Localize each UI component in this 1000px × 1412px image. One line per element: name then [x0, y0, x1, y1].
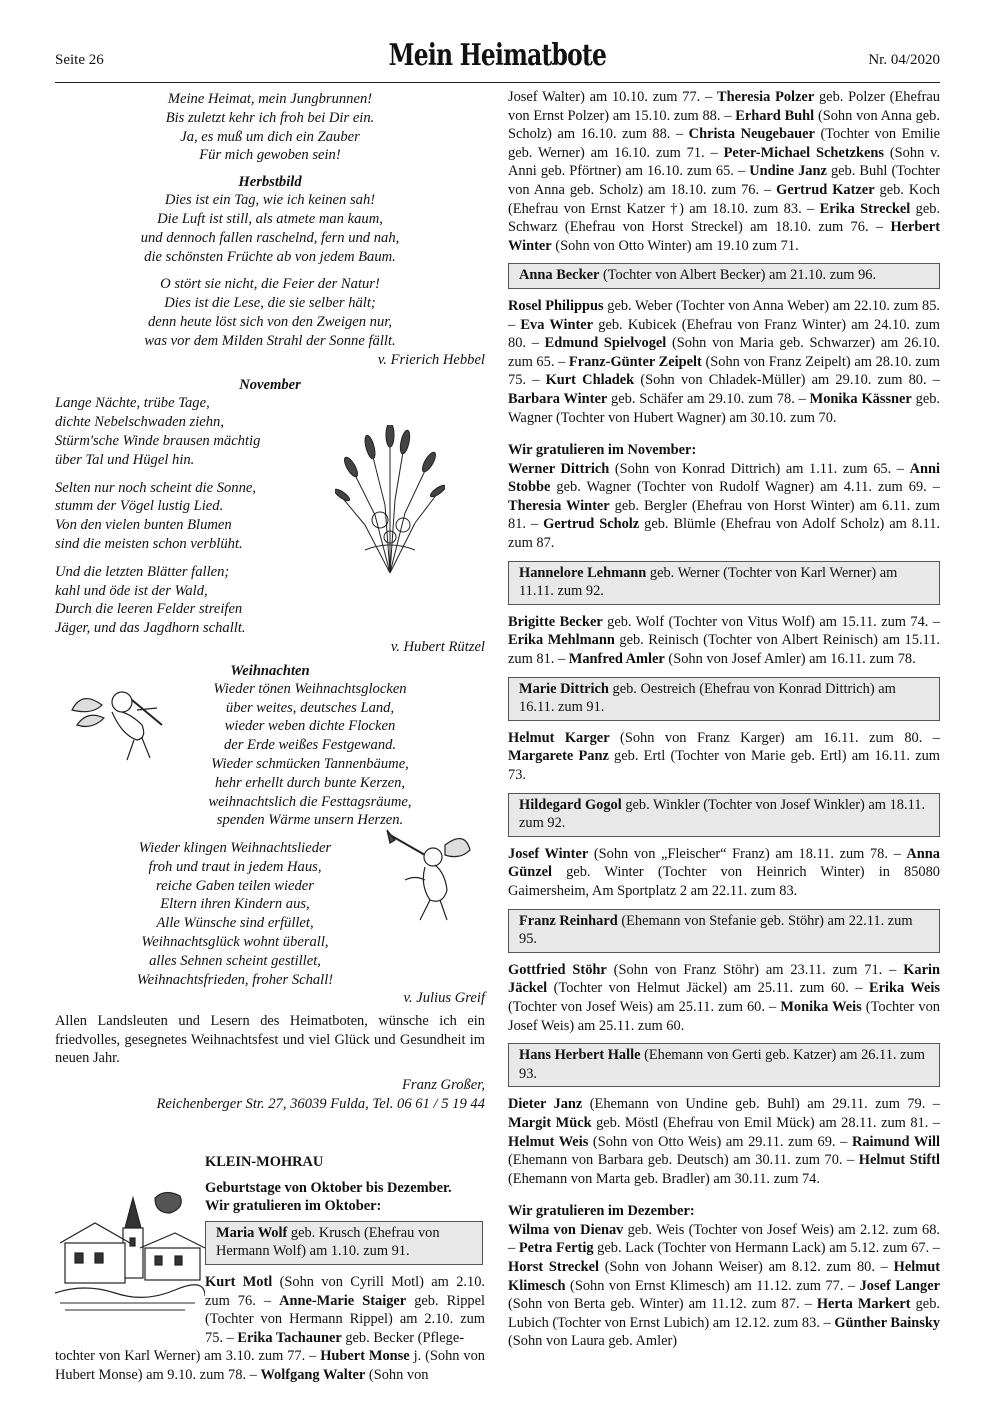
poem-line: wieder weben dichte Flocken	[224, 718, 396, 735]
poem-line: spenden Wärme unsern Herzen.	[216, 812, 404, 829]
poem-line: Durch die leeren Felder streifen	[55, 601, 243, 618]
poem-line: reiche Gaben teilen wieder	[156, 877, 314, 894]
poem-line: Dies ist ein Tag, wie ich keinen sah!	[164, 192, 376, 209]
poem-line: Ja, es muß um dich ein Zauber	[180, 128, 360, 145]
signature-name: Franz Großer,	[402, 1077, 485, 1094]
birthday-paragraph: Brigitte Becker geb. Wolf (Tochter von Vitus Wolf) am 15.11. zum 74. – Erika Mehlmann geb. Reinisch (Tochter von Albert Reinisch) am 15.11. zum 81. – Manfred Amler (Sohn von Josef Amler) am 16.11. zum 78.	[508, 613, 941, 668]
birthday-paragraph: Rosel Philippus geb. Weber (Tochter von Anna Weber) am 22.10. zum 85. – Eva Winter geb. Kubicek (Ehefrau von Franz Winter) am 24.10. zum 80. – Edmund Spielvogel (Sohn von Maria geb. Schwarzer) am 26.10. zum 65. – Franz-Günter Zeipelt (Sohn von Franz Zeipelt) am 28.10. zum 75. – Kurt Chladek (Sohn von Chladek-Müller) am 29.10. zum 80. – Barbara Winter geb. Schäfer am 29.10. zum 78. – Monika Kässner geb. Wagner (Tochter von Hubert Wagner) am 30.10. zum 70.	[508, 297, 941, 426]
section-subhead: Wir gratulieren im Oktober:	[205, 1198, 382, 1215]
poem-line: sind die meisten schon verblüht.	[55, 535, 243, 552]
masthead-title: Mein Heimatbote	[388, 38, 607, 73]
poem-line: Wieder tönen Weihnachtsglocken	[213, 680, 407, 697]
birthday-highlight: Maria Wolf geb. Krusch (Ehefrau von Hermann Wolf) am 1.10. zum 91.	[205, 1221, 483, 1265]
section-subhead: Geburtstage von Oktober bis Dezember.	[205, 1179, 452, 1196]
month-subhead: Wir gratulieren im November:	[508, 442, 697, 459]
poem-line: Stürm'sche Winde brausen mächtig	[55, 432, 261, 449]
page-number: Seite 26	[55, 52, 104, 68]
poem-title-weihnachten: Weihnachten	[230, 662, 310, 679]
poem-line: stumm der Vögel lustig Lied.	[55, 498, 224, 515]
poem-line: weihnachtslich die Festtagsräume,	[208, 793, 412, 810]
poem-line: über weites, deutsches Land,	[225, 699, 395, 716]
poem-title-november: November	[239, 377, 301, 394]
poem-line: alles Sehnen scheint gestillet,	[149, 952, 321, 969]
poem-line: Die Luft ist still, als atmete man kaum,	[157, 210, 383, 227]
birthday-paragraph: Kurt Motl (Sohn von Cyrill Motl) am 2.10. zum 76. – Anne-Marie Staiger geb. Rippel (Tochter von Hermann Rippel) am 2.10. zum 75. – Erika Tachauner geb. Becker (Pflege-	[205, 1274, 485, 1346]
poem-line: Eltern ihren Kindern aus,	[160, 896, 310, 913]
poem-herbstbild-stanza	[55, 191, 485, 266]
section-title: KLEIN-MOHRAU	[205, 1153, 324, 1170]
birthday-paragraph: Werner Dittrich (Sohn von Konrad Dittrich) am 1.11. zum 65. – Anni Stobbe geb. Wagner (Tochter von Rudolf Wagner) am 4.11. zum 69. – Theresia Winter geb. Bergler (Ehefrau von Horst Winter) am 6.11. zum 81. – Gertrud Scholz geb. Blümle (Ehefrau von Adolf Scholz) am 8.11. zum 87.	[508, 460, 940, 552]
poem-line: Weihnachtsglück wohnt überall,	[141, 934, 329, 951]
poem-author: v. Julius Greif	[403, 990, 485, 1007]
poem-herbstbild-stanza	[55, 275, 485, 350]
birthday-paragraph: Gottfried Stöhr (Sohn von Franz Stöhr) am 23.11. zum 71. – Karin Jäckel (Tochter von Helmut Jäckel) am 25.11. zum 60. – Erika Weis (Tochter von Josef Weis) am 25.11. zum 60. – Monika Weis (Tochter von Josef Weis) am 25.11. zum 60.	[508, 961, 940, 1034]
greeting-text: Allen Landsleuten und Lesern des Heimatboten, wünsche ich ein friedvolles, gesegnetes Weihnachtsfest und viel Glück und Gesundheit im neuen Jahr.	[55, 1013, 485, 1067]
birthday-highlight: Hildegard Gogol geb. Winkler (Tochter von Josef Winkler) am 18.11. zum 92.	[508, 793, 940, 837]
poem-line: froh und traut in jedem Haus,	[148, 858, 322, 875]
birthday-highlight: Hannelore Lehmann geb. Werner (Tochter von Karl Werner) am 11.11. zum 92.	[508, 561, 940, 605]
poem-line: Meine Heimat, mein Jungbrunnen!	[167, 91, 373, 107]
poem-line: Bis zuletzt kehr ich froh bei Dir ein.	[165, 109, 375, 126]
poem-line: Weihnachtsfrieden, froher Schall!	[136, 971, 334, 988]
poem-line: und dennoch fallen raschelnd, fern und nah,	[140, 229, 400, 246]
birthday-highlight: Marie Dittrich geb. Oestreich (Ehefrau von Konrad Dittrich) am 16.11. zum 91.	[508, 677, 940, 721]
birthday-highlight: Franz Reinhard (Ehemann von Stefanie geb. Stöhr) am 22.11. zum 95.	[508, 909, 940, 953]
angel-violin-icon	[62, 680, 172, 770]
poem-title-herbstbild: Herbstbild	[238, 174, 302, 191]
poem-line: Wieder schmücken Tannenbäume,	[211, 755, 409, 772]
issue-number: Nr. 04/2020	[868, 52, 940, 68]
poem-line: Dies ist die Lese, die sie selber hält;	[164, 295, 376, 312]
klein-mohrau-section	[205, 1154, 485, 1348]
poem-author: v. Hubert Rützel	[390, 638, 485, 655]
poem-line: die schönsten Früchte ab von jedem Baum.	[144, 248, 396, 265]
poem-line: Wieder klingen Weihnachtslieder	[138, 840, 332, 857]
poem-line: was vor dem Milden Strahl der Sonne fällt.	[144, 332, 396, 349]
village-church-icon	[55, 1168, 205, 1318]
poem-line: O stört sie nicht, die Feier der Natur!	[160, 276, 380, 293]
birthday-paragraph: tochter von Karl Werner) am 3.10. zum 77. – Hubert Monse j. (Sohn von Hubert Monse) am 9.10. zum 78. – Wolfgang Walter (Sohn von	[55, 1348, 486, 1383]
month-subhead: Wir gratulieren im Dezember:	[508, 1203, 695, 1220]
poem-line: kahl und öde ist der Wald,	[55, 582, 208, 599]
poem-line: Alle Wünsche sind erfüllet,	[156, 915, 314, 932]
poem-line: Und die letzten Blätter fallen;	[55, 563, 230, 580]
birthday-paragraph: Helmut Karger (Sohn von Franz Karger) am 16.11. zum 80. – Margarete Panz geb. Ertl (Tochter von Marie geb. Ertl) am 16.11. zum 73.	[508, 729, 940, 783]
poem-line: Lange Nächte, trübe Tage,	[55, 395, 210, 412]
angel-trumpet-icon	[385, 825, 475, 925]
poem-line: denn heute löst sich von den Zweigen nur,	[147, 313, 392, 330]
poem-line: Von den vielen bunten Blumen	[55, 517, 232, 534]
poem-author: v. Frierich Hebbel	[377, 351, 485, 368]
birthday-paragraph: Wilma von Dienav geb. Weis (Tochter von Josef Weis) am 2.12. zum 68. – Petra Fertig geb. Lack (Tochter von Hermann Lack) am 5.12. zum 67. – Horst Streckel (Sohn von Johann Weiser) am 8.12. zum 80. – Helmut Klimesch (Sohn von Ernst Klimesch) am 11.12. zum 77. – Josef Langer (Sohn von Berta geb. Winter) am 11.12. zum 87. – Herta Markert geb. Lubich (Tochter von Ernst Lubich) am 12.12. zum 83. – Günther Bainsky (Sohn von Laura geb. Amler)	[508, 1221, 941, 1350]
page-header	[55, 40, 940, 83]
poem-heimat	[55, 90, 485, 165]
birthday-highlight: Hans Herbert Halle (Ehemann von Gerti geb. Katzer) am 26.11. zum 93.	[508, 1043, 940, 1087]
poem-line: Selten nur noch scheint die Sonne,	[55, 479, 257, 496]
signature-address: Reichenberger Str. 27, 36039 Fulda, Tel. 06 61 / 5 19 44	[156, 1095, 485, 1112]
poem-line: über Tal und Hügel hin.	[55, 451, 195, 468]
poem-line: hehr erhellt durch bunte Kerzen,	[214, 774, 406, 791]
birthday-paragraph: Josef Winter (Sohn von „Fleischer“ Franz) am 18.11. zum 78. – Anna Günzel geb. Winter (Tochter von Heinrich Winter) in 85080 Gaimersheim, Am Sportplatz 2 am 22.11. zum 83.	[508, 845, 940, 899]
right-column	[508, 88, 940, 1359]
birthday-highlight: Anna Becker (Tochter von Albert Becker) am 21.10. zum 96.	[508, 263, 940, 289]
poem-line: der Erde weißes Festgewand.	[223, 737, 397, 754]
birthday-paragraph: Josef Walter) am 10.10. zum 77. – Theresia Polzer geb. Polzer (Ehefrau von Ernst Polzer) am 15.10. zum 88. – Erhard Buhl (Sohn von Anna geb. Scholz) am 16.10. zum 88. – Christa Neugebauer (Tochter von Emilie geb. Werner) am 16.10. zum 71. – Peter-Michael Schetzkens (Sohn v. Anni geb. Pförtner) am 16.10. zum 65. – Undine Janz geb. Buhl (Tochter von Anna geb. Scholz) am 18.10. zum 76. – Gertrud Katzer geb. Koch (Ehefrau von Ernst Katzer †) am 18.10. zum 83. – Erika Streckel geb. Schwarz (Ehefrau von Horst Streckel) am 18.10. zum 76. – Herbert Winter (Sohn von Otto Winter) am 19.10 zum 71.	[508, 89, 941, 254]
poem-line: Jäger, und das Jagdhorn schallt.	[55, 620, 246, 637]
poem-line: dichte Nebelschwaden ziehn,	[55, 414, 225, 431]
poem-line: Für mich gewoben sein!	[199, 147, 341, 164]
birthday-paragraph: Dieter Janz (Ehemann von Undine geb. Buhl) am 29.11. zum 79. – Margit Mück geb. Möstl (Ehefrau von Emil Mück) am 28.11. zum 81. – Helmut Weis (Sohn von Otto Weis) am 29.11. zum 69. – Raimund Will (Ehemann von Barbara geb. Deutsch) am 30.11. zum 70. – Helmut Stiftl (Ehemann von Marta geb. Bradler) am 30.11. zum 74.	[508, 1096, 941, 1187]
wheat-bouquet-icon	[335, 425, 445, 575]
